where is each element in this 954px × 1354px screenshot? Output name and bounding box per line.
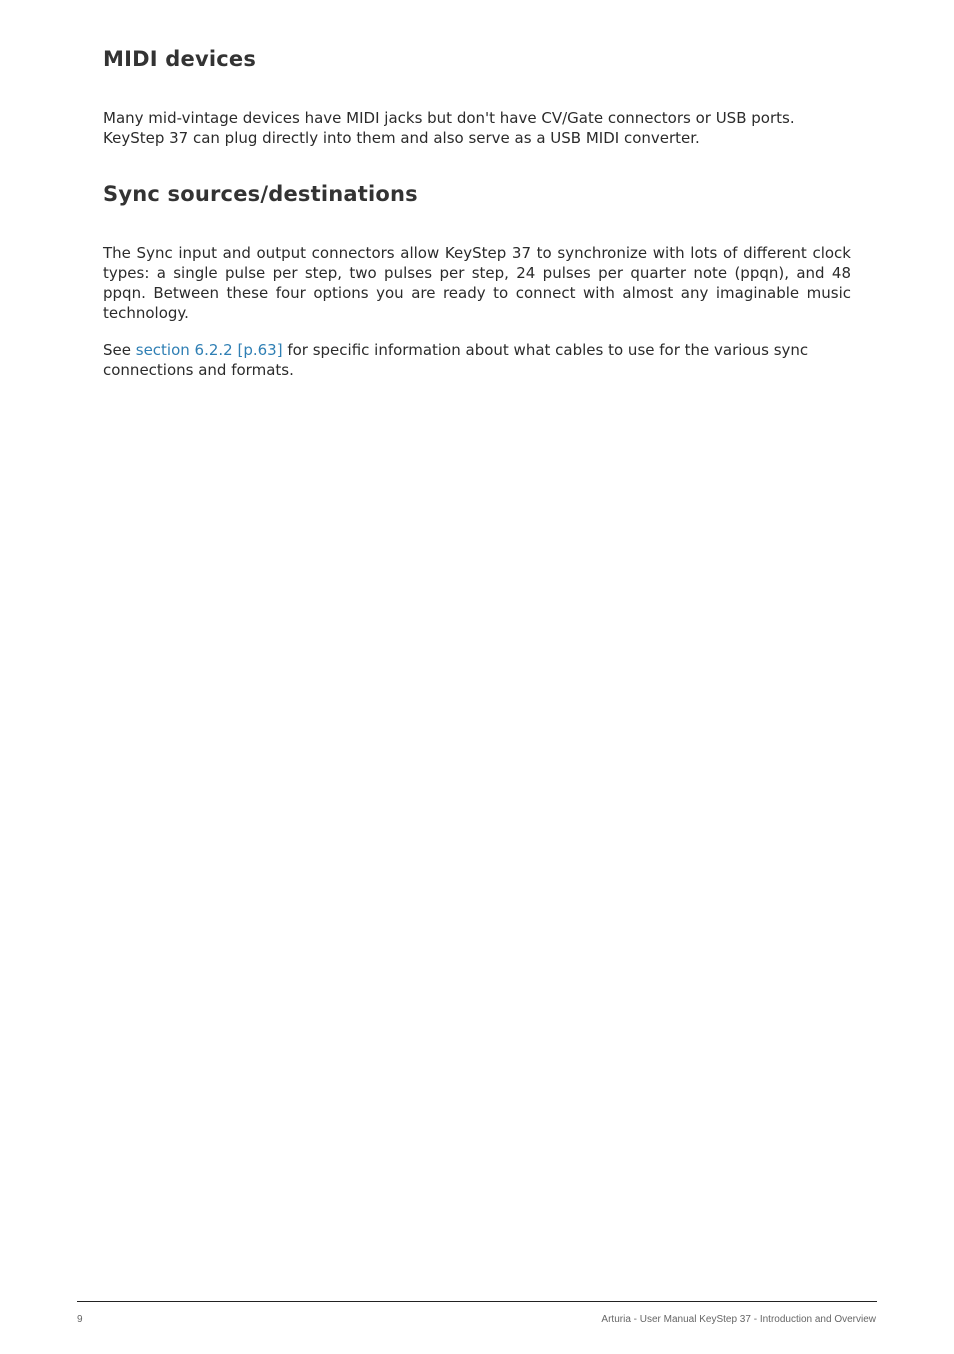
heading-midi-devices: MIDI devices bbox=[103, 47, 257, 71]
see-suffix: for specific information about what cables to use for the various sync connections and formats. bbox=[103, 341, 809, 379]
heading-sync-sources: Sync sources/destinations bbox=[103, 182, 418, 206]
paragraph-see-reference bbox=[103, 340, 851, 380]
section-reference-link[interactable]: section 6.2.2 [p.63] bbox=[135, 341, 283, 359]
footer-page-number: 9 bbox=[77, 1314, 83, 1325]
paragraph-midi-devices: Many mid-vintage devices have MIDI jacks but don't have CV/Gate connectors or USB ports. KeyStep 37 can plug directly into them and also serve as a USB MIDI converter. bbox=[103, 109, 795, 147]
footer-document-title: Arturia - User Manual KeyStep 37 - Introduction and Overview bbox=[601, 1314, 876, 1325]
footer-divider bbox=[77, 1301, 877, 1302]
paragraph-sync-description: The Sync input and output connectors allow KeyStep 37 to synchronize with lots of different clock types: a single pulse per step, two pulses per step, 24 pulses per quarter note (ppqn), and 48 ppqn. Between these four options you are ready to connect with almost any imaginable music technology. bbox=[103, 244, 851, 322]
see-prefix: See bbox=[103, 341, 136, 359]
